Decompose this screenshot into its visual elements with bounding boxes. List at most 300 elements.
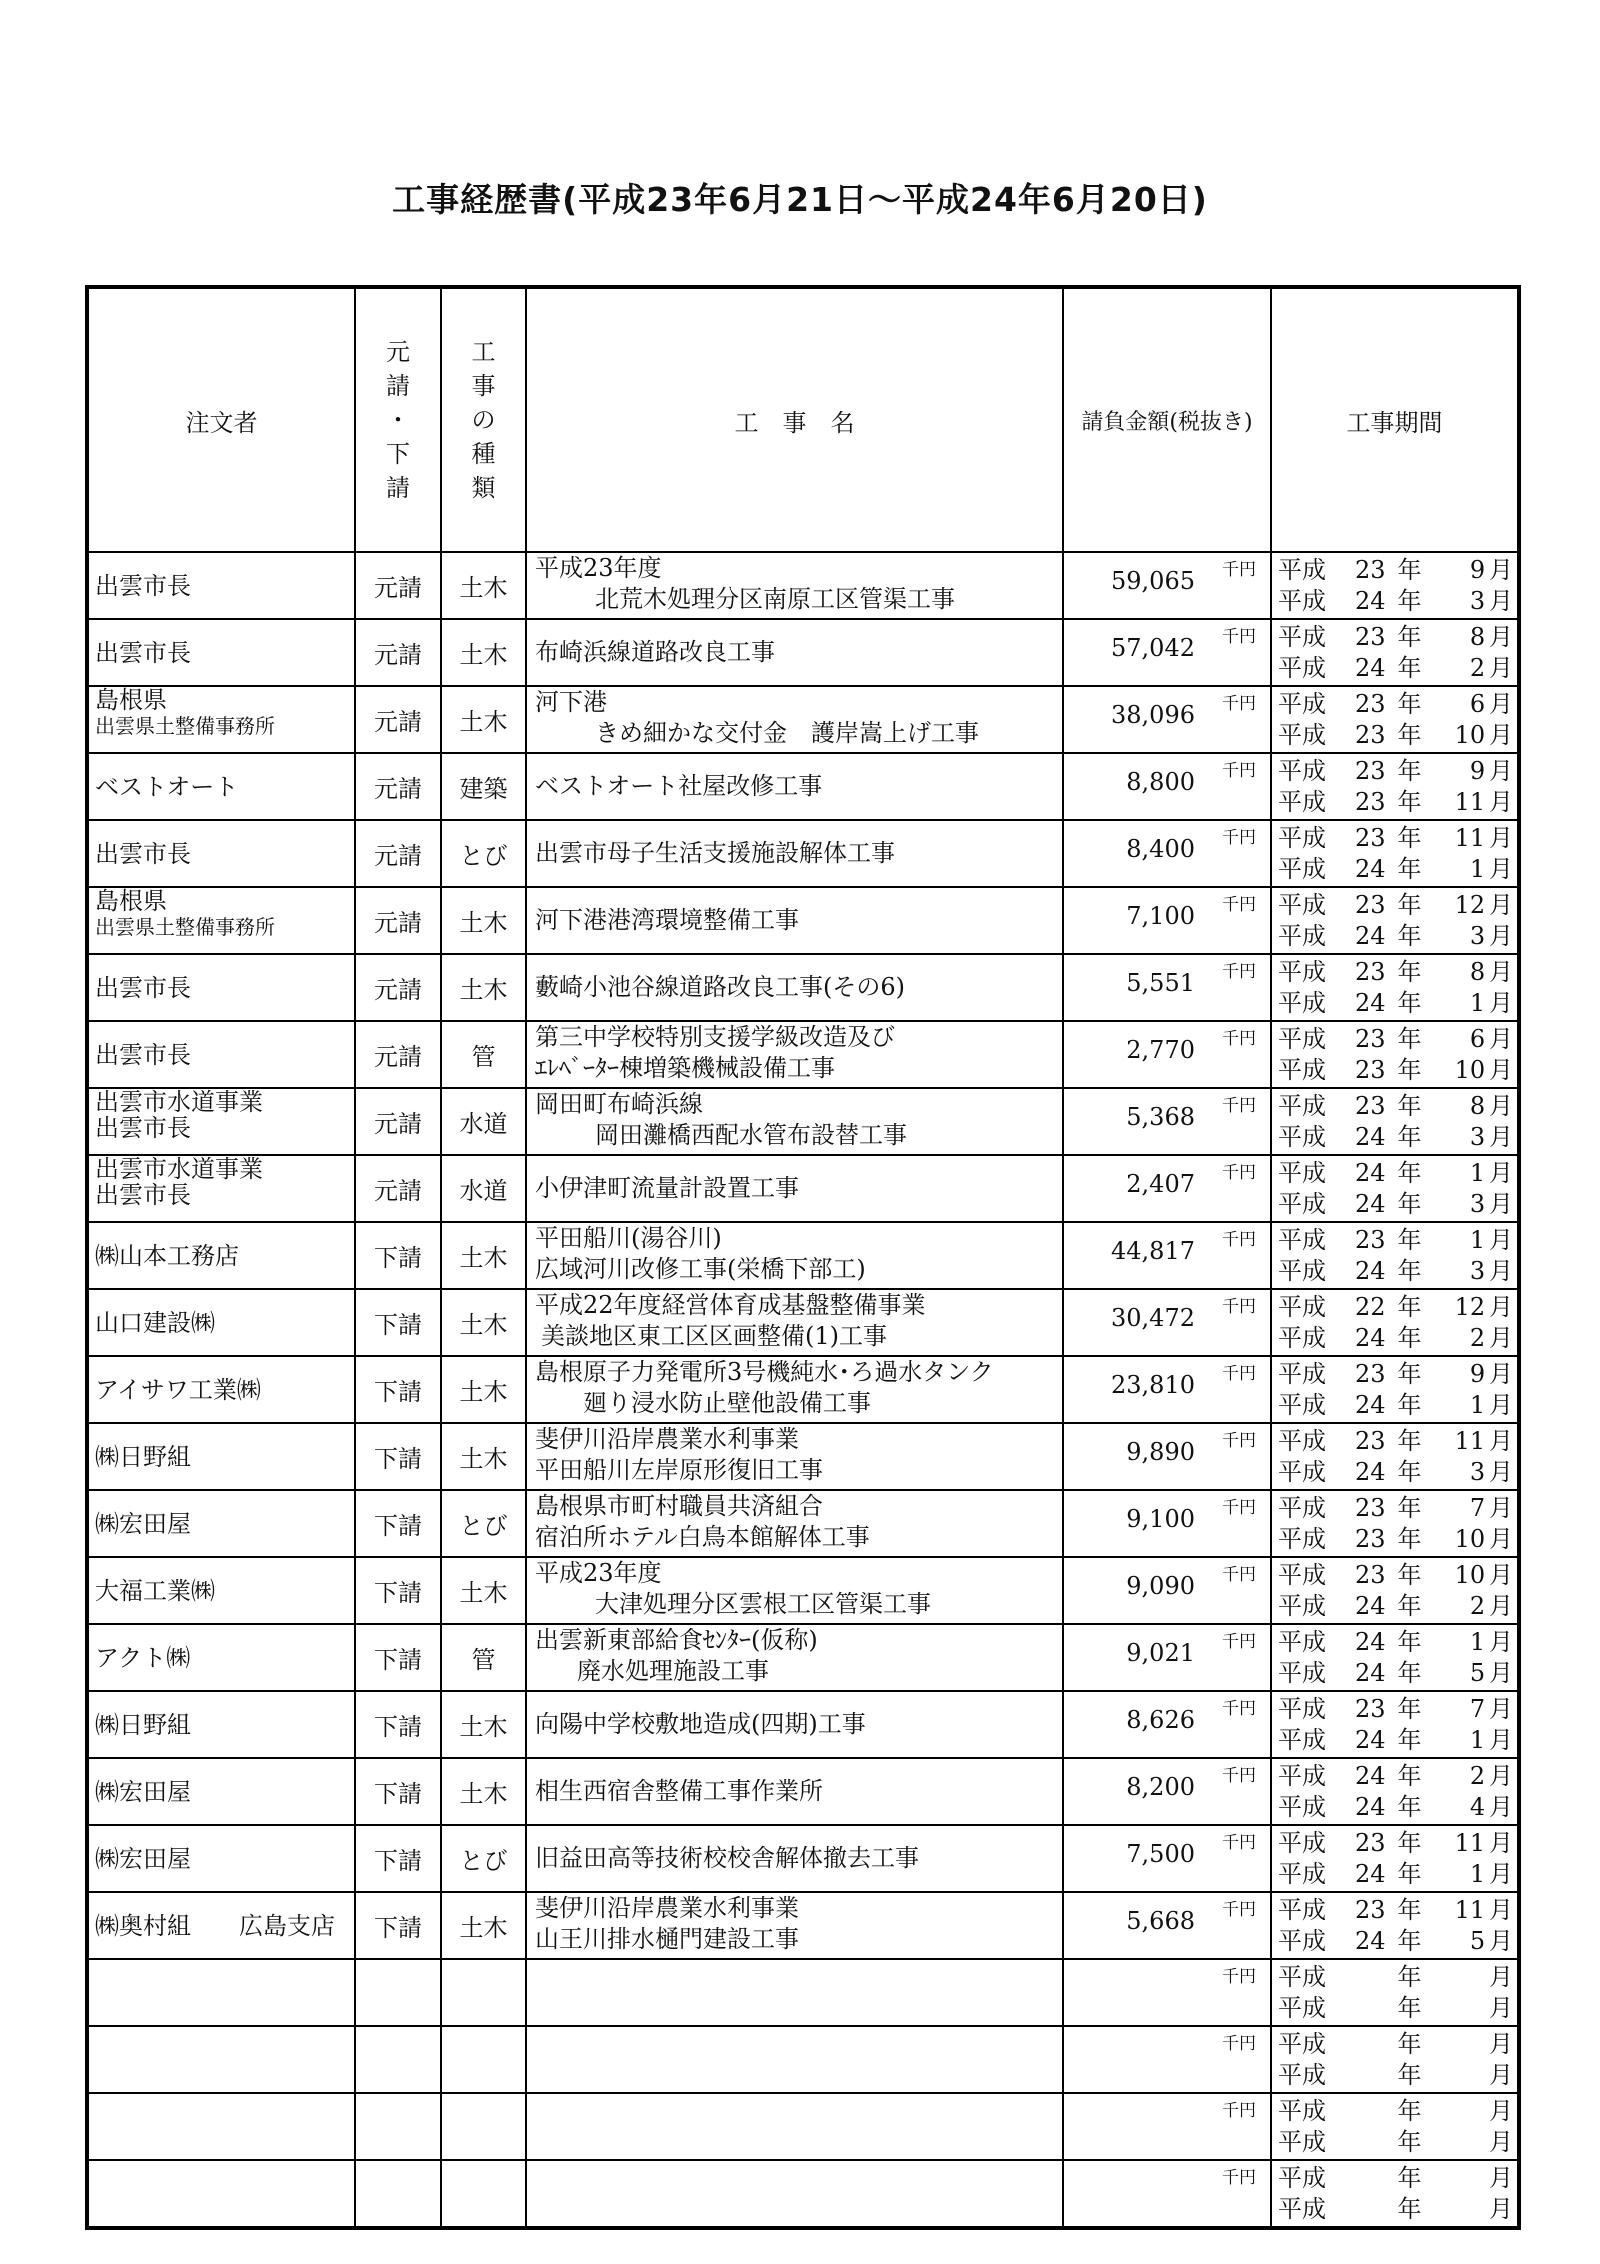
period-era: 平成 [1278,854,1326,883]
work-kind-cell: とび [441,1490,526,1557]
period-cell [1271,686,1519,753]
period-start [1278,823,1517,854]
period-era: 平成 [1278,823,1326,852]
client-cell [87,552,355,619]
client-name: 出雲県土整備事務所 [95,915,275,939]
work-name-cell [526,552,1063,619]
work-kind-cell [441,2093,526,2160]
amount-unit: 千円 [1222,895,1256,915]
period-month-label: 月 [1489,1055,1514,1084]
period-year-label: 年 [1397,1256,1422,1285]
period-year-label: 年 [1397,1725,1422,1754]
period-end [1278,653,1517,684]
work-kind-cell: 土木 [441,1691,526,1758]
period-era: 平成 [1278,890,1326,919]
period-era: 平成 [1278,1158,1326,1187]
period-era: 平成 [1278,1895,1326,1924]
work-kind-cell: 土木 [441,1557,526,1624]
period-month: 10 [1454,720,1486,749]
period-year-label: 年 [1397,787,1422,816]
work-name-cell [526,1155,1063,1222]
work-name-line: ベストオート社屋改修工事 [535,772,823,800]
period-month-label: 月 [1489,2060,1514,2089]
period-era: 平成 [1278,1091,1326,1120]
period-month: 6 [1469,689,1486,718]
period-year: 24 [1355,1859,1386,1888]
period-year: 24 [1355,1390,1386,1419]
period-end [1278,2127,1517,2158]
client-name: ㈱奥村組 広島支店 [95,1911,335,1940]
period-month-label: 月 [1489,1457,1514,1486]
header-char: 種 [471,440,496,468]
period-month: 1 [1469,988,1486,1017]
period-month-label: 月 [1489,653,1514,682]
period-month: 10 [1454,1560,1486,1589]
client-cell [87,1758,355,1825]
period-cell [1271,1825,1519,1892]
amount-value: 9,021 [1126,1639,1195,1667]
period-month-label: 月 [1489,787,1514,816]
client-name: アイサワ工業㈱ [95,1375,261,1404]
period-year-label: 年 [1397,1761,1422,1790]
amount-unit: 千円 [1222,1766,1256,1786]
period-month: 2 [1469,1761,1486,1790]
client-cell [87,1490,355,1557]
table-row [87,820,1519,887]
period-era: 平成 [1278,1962,1326,1991]
contract-type-cell: 下請 [355,1557,441,1624]
period-start [1278,756,1517,787]
work-name-cell [526,887,1063,954]
amount-cell [1063,552,1271,619]
contract-type-cell: 元請 [355,686,441,753]
period-month: 1 [1469,1158,1486,1187]
work-kind-cell: 管 [441,1021,526,1088]
client-cell [87,1088,355,1155]
period-month: 10 [1454,1524,1486,1553]
table-row [87,1490,1519,1557]
period-era: 平成 [1278,653,1326,682]
period-year: 23 [1355,756,1386,785]
amount-cell [1063,753,1271,820]
contract-type-cell: 下請 [355,1624,441,1691]
header-char: 元 [386,338,410,366]
period-year: 23 [1355,1055,1386,1084]
period-year [1330,2127,1386,2158]
period-month-label: 月 [1489,1122,1514,1151]
contract-type-cell: 元請 [355,820,441,887]
period-year-label: 年 [1397,1091,1422,1120]
period-end [1278,1457,1517,1488]
period-era: 平成 [1278,1457,1326,1486]
table-row [87,1691,1519,1758]
table-row [87,1088,1519,1155]
amount-unit: 千円 [1222,1632,1256,1652]
amount-cell [1063,619,1271,686]
period-cell [1271,2026,1519,2093]
amount-unit: 千円 [1222,1364,1256,1384]
table-row [87,753,1519,820]
amount-unit: 千円 [1222,694,1256,714]
client-cell [87,1624,355,1691]
work-name-line: 広域河川改修工事(栄橋下部工) [535,1255,866,1283]
client-name: ㈱日野組 [95,1442,191,1471]
work-name-line: 美談地区東工区区画整備(1)工事 [541,1322,887,1350]
work-name-cell [526,2160,1063,2228]
amount-value: 23,810 [1111,1371,1195,1399]
work-kind-cell: 土木 [441,1758,526,1825]
period-month: 1 [1469,1627,1486,1656]
period-year: 24 [1355,1189,1386,1218]
period-cell [1271,1691,1519,1758]
period-era: 平成 [1278,1122,1326,1151]
client-name: ㈱宏田屋 [95,1844,191,1873]
period-era: 平成 [1278,2163,1326,2192]
period-year: 24 [1355,1323,1386,1352]
construction-record-table [85,285,1521,2230]
period-year-label: 年 [1397,2029,1422,2058]
period-era: 平成 [1278,1225,1326,1254]
period-era: 平成 [1278,1256,1326,1285]
period-year-label: 年 [1397,1426,1422,1455]
period-year-label: 年 [1397,2096,1422,2125]
period-year-label: 年 [1397,1658,1422,1687]
period-start [1278,957,1517,988]
table-row [87,1624,1519,1691]
period-cell [1271,887,1519,954]
period-year-label: 年 [1397,1189,1422,1218]
period-year-label: 年 [1397,988,1422,1017]
period-year [1330,2029,1386,2060]
work-name-line: 島根県市町村職員共済組合 [535,1492,823,1520]
period-cell [1271,1356,1519,1423]
period-end [1278,1055,1517,1086]
period-era: 平成 [1278,586,1326,615]
work-kind-cell: とび [441,820,526,887]
period-start [1278,1292,1517,1323]
period-era: 平成 [1278,720,1326,749]
period-cell [1271,1289,1519,1356]
amount-unit: 千円 [1222,1565,1256,1585]
work-name-cell [526,1088,1063,1155]
period-year: 24 [1355,1792,1386,1821]
client-name: ㈱宏田屋 [95,1777,191,1806]
period-cell [1271,1624,1519,1691]
period-year: 23 [1355,1828,1386,1857]
header-work-name: 工 事 名 [526,287,1063,552]
period-end [1278,1256,1517,1287]
amount-value: 9,100 [1126,1505,1195,1533]
contract-type-cell [355,2026,441,2093]
period-year: 24 [1355,1926,1386,1955]
period-month-label: 月 [1489,1962,1514,1991]
period-month: 1 [1469,1390,1486,1419]
amount-unit: 千円 [1222,1900,1256,1920]
amount-value: 8,800 [1126,768,1195,796]
client-cell [87,954,355,1021]
contract-type-cell [355,2093,441,2160]
period-month-label: 月 [1489,1725,1514,1754]
period-start [1278,890,1517,921]
period-month: 1 [1469,1725,1486,1754]
period-era: 平成 [1278,2029,1326,2058]
work-kind-cell: とび [441,1825,526,1892]
period-year [1330,1962,1386,1993]
period-month: 3 [1469,1256,1486,1285]
period-month: 8 [1469,957,1486,986]
work-name-line: 旧益田高等技術校校舎解体撤去工事 [535,1844,919,1872]
client-cell [87,2026,355,2093]
period-year-label: 年 [1397,1055,1422,1084]
work-name-line: 平成22年度経営体育成基盤整備事業 [535,1291,926,1319]
work-name-line: 宿泊所ホテル白鳥本館解体工事 [535,1523,870,1551]
work-name-line: ｴﾚﾍﾞｰﾀｰ棟増築機械設備工事 [535,1054,835,1082]
period-month-label: 月 [1489,586,1514,615]
work-name-cell [526,1222,1063,1289]
period-year-label: 年 [1397,653,1422,682]
period-year-label: 年 [1397,1292,1422,1321]
period-cell [1271,619,1519,686]
header-char: 工 [471,338,496,366]
period-cell [1271,1021,1519,1088]
work-name-line: 島根原子力発電所3号機純水･ろ過水タンク [535,1358,994,1386]
period-year: 24 [1355,586,1386,615]
table-row [87,1222,1519,1289]
period-month-label: 月 [1489,957,1514,986]
period-year-label: 年 [1397,2127,1422,2156]
period-end [1278,1926,1517,1957]
table-row [87,954,1519,1021]
period-month-label: 月 [1489,689,1514,718]
period-year-label: 年 [1397,1524,1422,1553]
period-year: 23 [1355,823,1386,852]
period-start [1278,1962,1517,1993]
amount-cell [1063,1289,1271,1356]
period-month: 6 [1469,1024,1486,1053]
table-row [87,887,1519,954]
amount-unit: 千円 [1222,560,1256,580]
period-month: 7 [1469,1694,1486,1723]
work-name-cell [526,1356,1063,1423]
contract-type-cell: 元請 [355,1021,441,1088]
period-era: 平成 [1278,988,1326,1017]
period-era: 平成 [1278,1658,1326,1687]
period-year [1330,2096,1386,2127]
period-year-label: 年 [1397,1390,1422,1419]
client-name: 大福工業㈱ [95,1576,215,1605]
contract-type-cell: 元請 [355,753,441,820]
work-name-line: 布崎浜線道路改良工事 [535,638,775,666]
period-month [1433,1993,1485,2024]
amount-value: 5,668 [1126,1907,1195,1935]
period-year [1330,2194,1386,2225]
period-year-label: 年 [1397,555,1422,584]
period-month: 4 [1469,1792,1486,1821]
client-name: ㈱宏田屋 [95,1509,191,1538]
contract-type-cell [355,1959,441,2026]
work-kind-cell: 管 [441,1624,526,1691]
period-cell [1271,2160,1519,2228]
period-year-label: 年 [1397,854,1422,883]
period-month: 3 [1469,1122,1486,1151]
period-era: 平成 [1278,1292,1326,1321]
amount-cell [1063,1021,1271,1088]
client-cell [87,753,355,820]
amount-cell [1063,1088,1271,1155]
period-year-label: 年 [1397,756,1422,785]
period-month: 3 [1469,586,1486,615]
client-cell [87,887,355,954]
amount-cell [1063,1423,1271,1490]
contract-type-cell: 下請 [355,1423,441,1490]
header-contract-type [355,287,441,552]
period-year-label: 年 [1397,689,1422,718]
work-name-line: 斐伊川沿岸農業水利事業 [535,1425,799,1453]
period-month: 9 [1469,1359,1486,1388]
table-row [87,1289,1519,1356]
period-year: 23 [1355,1493,1386,1522]
period-start [1278,2029,1517,2060]
period-end [1278,2194,1517,2225]
period-month: 2 [1469,653,1486,682]
work-kind-cell [441,1959,526,2026]
period-end [1278,1189,1517,1220]
amount-unit: 千円 [1222,627,1256,647]
period-month-label: 月 [1489,890,1514,919]
work-name-line: 平成23年度 [535,1559,662,1587]
client-cell [87,820,355,887]
period-start [1278,2096,1517,2127]
work-name-cell [526,2093,1063,2160]
period-month-label: 月 [1489,1256,1514,1285]
work-name-line: 岡田灘橋西配水管布設替工事 [595,1121,907,1149]
period-end [1278,1658,1517,1689]
period-start [1278,2163,1517,2194]
work-name-cell [526,1289,1063,1356]
client-cell [87,1959,355,2026]
work-kind-cell: 土木 [441,954,526,1021]
period-year-label: 年 [1397,1627,1422,1656]
header-char: 事 [471,372,496,400]
work-name-cell [526,1021,1063,1088]
period-year [1330,2060,1386,2091]
table-body [87,552,1519,2228]
header-row [87,287,1519,552]
client-name: 山口建設㈱ [95,1308,215,1337]
amount-unit: 千円 [1222,1163,1256,1183]
period-month [1433,1962,1485,1993]
header-client: 注文者 [87,287,355,552]
work-name-line: 向陽中学校敷地造成(四期)工事 [535,1710,866,1738]
contract-type-cell: 下請 [355,1758,441,1825]
period-month-label: 月 [1489,1323,1514,1352]
amount-value: 38,096 [1111,701,1195,729]
work-name-cell [526,686,1063,753]
period-end [1278,988,1517,1019]
client-name: 出雲市水道事業 [95,1088,263,1116]
work-kind-cell: 土木 [441,619,526,686]
table-row [87,1825,1519,1892]
period-year: 24 [1355,1256,1386,1285]
client-name: アクト㈱ [95,1643,191,1672]
period-end [1278,1859,1517,1890]
period-month-label: 月 [1489,1926,1514,1955]
document-title: 工事経歴書(平成23年6月21日～平成24年6月20日) [392,180,1208,219]
period-cell [1271,1423,1519,1490]
period-year: 24 [1355,1122,1386,1151]
period-month-label: 月 [1489,2029,1514,2058]
period-month-label: 月 [1489,1024,1514,1053]
period-month [1433,2060,1485,2091]
period-year-label: 年 [1397,1359,1422,1388]
period-year-label: 年 [1397,1859,1422,1888]
work-name-cell [526,1758,1063,1825]
period-era: 平成 [1278,689,1326,718]
period-year-label: 年 [1397,1926,1422,1955]
period-month [1433,2127,1485,2158]
period-month-label: 月 [1489,555,1514,584]
client-cell [87,1892,355,1959]
period-end [1278,1725,1517,1756]
period-month-label: 月 [1489,1189,1514,1218]
period-era: 平成 [1278,1359,1326,1388]
period-year: 23 [1355,1091,1386,1120]
period-cell [1271,954,1519,1021]
period-end [1278,720,1517,751]
period-year-label: 年 [1397,2163,1422,2192]
period-cell [1271,552,1519,619]
header-char: 請 [386,372,410,400]
amount-cell [1063,887,1271,954]
amount-unit: 千円 [1222,962,1256,982]
work-name-cell [526,1959,1063,2026]
period-start [1278,1493,1517,1524]
period-year: 23 [1355,1524,1386,1553]
work-name-line: 出雲新東部給食ｾﾝﾀｰ(仮称) [535,1626,818,1654]
period-year-label: 年 [1397,1323,1422,1352]
period-start [1278,1158,1517,1189]
amount-value: 30,472 [1111,1304,1195,1332]
work-kind-cell: 土木 [441,887,526,954]
client-name: 出雲県土整備事務所 [95,714,275,738]
work-kind-cell: 水道 [441,1088,526,1155]
work-name-line: 河下港 [535,688,607,716]
period-year-label: 年 [1397,622,1422,651]
header-char: ・ [386,406,410,434]
work-name-line: 斐伊川沿岸農業水利事業 [535,1894,799,1922]
work-name-line: 藪崎小池谷線道路改良工事(その6) [535,973,905,1001]
period-month-label: 月 [1489,622,1514,651]
header-char: 類 [471,474,496,502]
contract-type-cell: 元請 [355,1088,441,1155]
period-era: 平成 [1278,1493,1326,1522]
period-month-label: 月 [1489,1627,1514,1656]
period-era: 平成 [1278,1560,1326,1589]
work-name-cell [526,2026,1063,2093]
period-year: 23 [1355,890,1386,919]
period-cell [1271,1155,1519,1222]
amount-value: 9,890 [1126,1438,1195,1466]
client-cell [87,1289,355,1356]
period-year-label: 年 [1397,1457,1422,1486]
period-year-label: 年 [1397,1694,1422,1723]
period-month: 11 [1454,1828,1486,1857]
period-start [1278,1895,1517,1926]
period-month-label: 月 [1489,1792,1514,1821]
amount-unit: 千円 [1222,1029,1256,1049]
header-work-kind [441,287,526,552]
period-year: 23 [1355,555,1386,584]
